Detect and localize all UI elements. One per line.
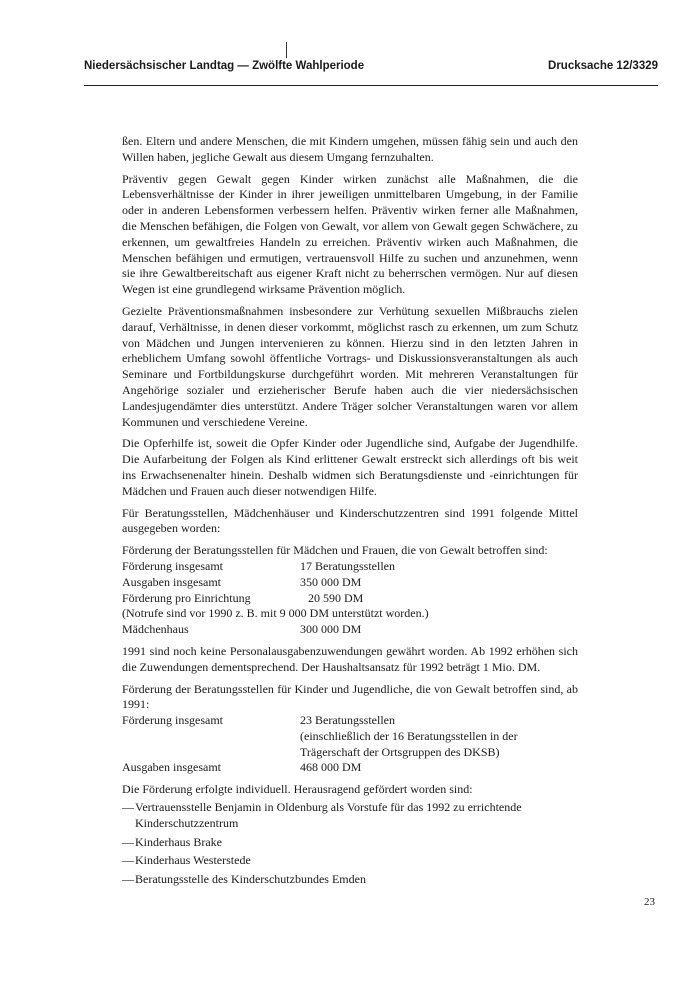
page-header — [84, 60, 658, 72]
row-value: 17 Beratungsstellen — [300, 558, 395, 573]
row-value-line: (einschließlich der 16 Beratungsstellen in der — [300, 728, 518, 743]
table-row — [122, 622, 578, 638]
row-label: Förderung pro Einrichtung — [122, 590, 251, 605]
funding-intro: Die Förderung erfolgte individuell. Herausragend gefördert worden sind: — [122, 782, 473, 797]
row-label: Mädchenhaus — [122, 622, 189, 637]
dash-bullet: — — [122, 872, 134, 887]
dash-bullet: — — [122, 800, 134, 815]
document-body — [122, 134, 578, 891]
paragraph: Für Beratungsstellen, Mädchenhäuser und Kinderschutzzentren sind 1991 folgende Mittel ausgegeben worden: — [122, 505, 578, 536]
paragraph: Präventiv gegen Gewalt gegen Kinder wirken zunächst alle Maßnahmen, die die Lebensverhältnisse der Kinder in ihrer jeweiligen unmittelbaren Umgebung, in der Familie oder in anderen Lebensformen verbessern helfen. Präventiv wirken ferner alle Maßnahmen, die Menschen befähigen, die Folgen von Gewalt, vor allem von Gewalt gegen Schwächere, zu erkennen, um gewaltfreies Handeln zu erreichen. Präventiv wirken auch Maßnahmen, die Menschen befähigen und ermutigen, vertrauensvoll Hilfe zu suchen und anzunehmen, wenn sie ihre Gewaltbereitschaft aus eigener Kraft nicht zu beherrschen vermögen. Nur auf diesen Wegen ist eine grundlegend wirksame Prävention möglich. — [122, 171, 578, 297]
table-row — [122, 575, 578, 591]
header-rule — [84, 85, 658, 86]
list-item — [122, 853, 578, 869]
header-right: Drucksache 12/3329 — [548, 60, 658, 72]
paragraph: Gezielte Präventionsmaßnahmen insbesondere zur Verhütung sexuellen Mißbrauchs zielen darauf, Verhältnisse, in denen dieser vorkommt, möglichst rasch zu erkennen, um zum Schutz von Mädchen und Jungen intervenieren zu können. Hierzu sind in den letzten Jahren in erheblichem Umfang sowohl öffentliche Vortrags- und Diskussionsveranstaltungen als auch Seminare und Fortbildungskurse durchgeführt worden. Mit mehreren Veranstaltungen für Angehörige sozialer und erzieherischer Berufe haben auch die vier niedersächsischen Landesjugendämter dies unterstützt. Andere Träger solcher Veranstaltungen waren vor allem Kommunen und verschiedene Vereine. — [122, 303, 578, 429]
section1-intro: Förderung der Beratungsstellen für Mädchen und Frauen, die von Gewalt betroffen sind: — [122, 543, 548, 558]
row-value: 20 590 DM — [308, 590, 364, 605]
list-item — [122, 835, 578, 851]
list-item — [122, 800, 578, 832]
row-value — [300, 713, 578, 760]
paragraph: Die Opferhilfe ist, soweit die Opfer Kinder oder Jugendliche sind, Aufgabe der Jugendhilfe. Die Aufarbeitung der Folgen als Kind erlittener Gewalt erstreckt sich allerdings oft bis weit ins Erwachsenenalter hinein. Deshalb widmen sich Beratungsdienste und -einrichtungen für Mädchen und Frauen auch dieser notwendigen Hilfe. — [122, 436, 578, 498]
section2-intro: Förderung der Beratungsstellen für Kinder und Jugendliche, die von Gewalt betroffen sind, ab 1991: — [122, 681, 578, 712]
table-row — [122, 760, 578, 776]
row-value-line: 23 Beratungsstellen — [300, 713, 395, 728]
section1-table — [122, 559, 578, 638]
row-value-line: Trägerschaft der Ortsgruppen des DKSB) — [300, 744, 500, 759]
section2-table — [122, 713, 578, 776]
table-row — [122, 559, 578, 575]
row-label: Förderung insgesamt — [122, 558, 223, 573]
table-row — [122, 713, 578, 760]
table-note: (Notrufe sind vor 1990 z. B. mit 9 000 DM unterstützt worden.) — [122, 606, 429, 621]
paragraph: 1991 sind noch keine Personalausgabenzuwendungen gewährt worden. Ab 1992 erhöhen sich die Zuwendungen dementsprechend. Der Haushaltsansatz für 1992 beträgt 1 Mio. DM. — [122, 643, 578, 674]
row-label: Förderung insgesamt — [122, 713, 223, 728]
row-label: Ausgaben insgesamt — [122, 574, 221, 589]
row-label: Ausgaben insgesamt — [122, 760, 221, 775]
scan-mark — [286, 42, 287, 58]
row-value: 468 000 DM — [300, 760, 362, 775]
table-row — [122, 591, 578, 607]
dash-bullet: — — [122, 834, 134, 849]
dash-bullet: — — [122, 853, 134, 868]
row-value: 300 000 DM — [300, 622, 362, 637]
list-item-text: Kinderhaus Brake — [135, 834, 222, 849]
list-item-text: Vertrauensstelle Benjamin in Oldenburg als Vorstufe für das 1992 zu errichtende Kinderschutzzentrum — [135, 800, 522, 830]
list-item-text: Kinderhaus Westerstede — [135, 853, 251, 868]
row-value: 350 000 DM — [300, 574, 362, 589]
funded-list — [122, 800, 578, 888]
page-number: 23 — [644, 896, 655, 908]
paragraph: ßen. Eltern und andere Menschen, die mit Kindern umgehen, müssen fähig sein und auch den Willen haben, jegliche Gewalt aus diesem Umgang fernzuhalten. — [122, 134, 578, 164]
list-item — [122, 872, 578, 888]
header-left: Niedersächsischer Landtag — Zwölfte Wahlperiode — [84, 60, 365, 72]
list-item-text: Beratungsstelle des Kinderschutzbundes Emden — [135, 872, 366, 887]
